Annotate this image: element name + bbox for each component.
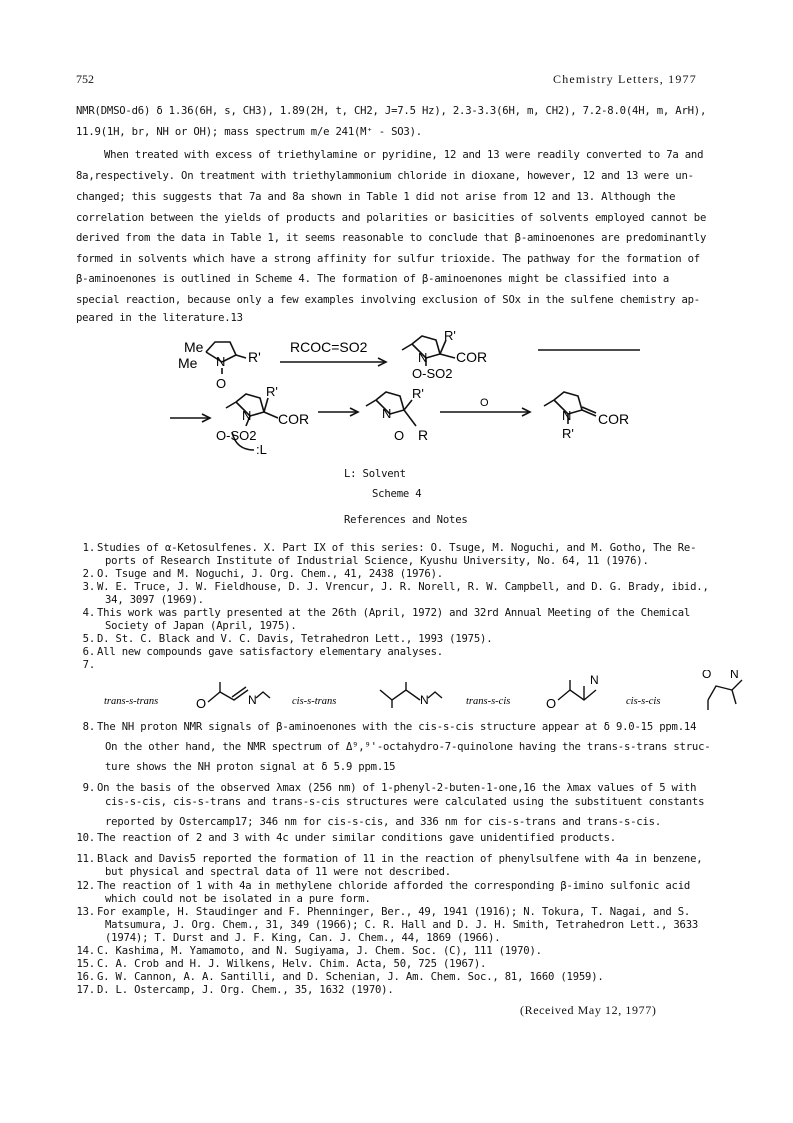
- conf-n-3: N: [590, 673, 599, 687]
- ref-9-line-3: reported by Ostercamp17; 346 nm for cis-s-cis, and 336 nm for cis-s-trans and trans-s-cis.: [105, 816, 662, 828]
- ref-num-16: 16.: [76, 971, 95, 983]
- ref-num-5: 5.: [82, 633, 95, 645]
- paragraph-line-4: correlation between the yields of products and polarities or basicities of solvents employed cannot be: [76, 212, 707, 224]
- ref-12-line-2: which could not be isolated in a pure form.: [105, 893, 371, 905]
- ref-9-line-1: On the basis of the observed λmax (256 nm) of 1-phenyl-2-buten-1-one,16 the λmax values of 5 with: [97, 782, 697, 794]
- scheme-solvent-label: L: Solvent: [344, 468, 406, 480]
- received-date: (Received May 12, 1977): [520, 1003, 657, 1017]
- scheme-rprime-5: R': [562, 426, 574, 441]
- ref-num-2: 2.: [82, 568, 95, 580]
- scheme-me-2: Me: [178, 355, 198, 371]
- ref-1-line-2: ports of Research Institute of Industrial Science, Kyushu University, No. 64, 11 (1976).: [105, 555, 649, 567]
- conf-o-1: O: [196, 696, 207, 711]
- conf-o-4: O: [702, 670, 712, 681]
- ref-10-line-1: The reaction of 2 and 3 with 4c under similar conditions gave unidentified products.: [97, 832, 616, 844]
- scheme-cor-1: COR: [456, 349, 488, 365]
- ref-15-line-1: C. A. Crob and H. J. Wilkens, Helv. Chim. Acta, 50, 725 (1967).: [97, 958, 487, 970]
- ref-1-line-1: Studies of α-Ketosulfenes. X. Part IX of this series: O. Tsuge, M. Noguchi, and M. Gotho, The Re-: [97, 542, 697, 554]
- ref-3-line-2: 34, 3097 (1969).: [105, 594, 204, 606]
- scheme-n-5: N: [562, 408, 572, 423]
- ref-11-line-1: Black and Davis5 reported the formation of 11 in the reaction of phenylsulfene with 4a in benzene,: [97, 853, 703, 865]
- paragraph-line-3: changed; this suggests that 7a and 8a shown in Table 1 did not arise from 12 and 13. Although the: [76, 191, 676, 203]
- references-heading: References and Notes: [344, 514, 468, 526]
- nmr-line-1: NMR(DMSO-d6) δ 1.36(6H, s, CH3), 1.89(2H, t, CH2, J=7.5 Hz), 2.3-3.3(6H, m, CH2), 7.2-8.0(4H, m, ArH),: [76, 105, 707, 117]
- ref-13-line-2: Matsumura, J. Org. Chem., 31, 349 (1966); C. R. Hall and D. J. H. Smith, Tetrahedron Lett., 3633: [105, 919, 699, 931]
- scheme-rprime-1: R': [248, 349, 261, 365]
- scheme-o-1: O: [216, 376, 227, 391]
- scheme-reagent: RCOC=SO2: [290, 339, 368, 355]
- ref-12-line-1: The reaction of 1 with 4a in methylene chloride afforded the corresponding β-imino sulfonic acid: [97, 880, 691, 892]
- scheme-rprime-3: R': [266, 384, 278, 399]
- ref-num-17: 17.: [76, 984, 95, 996]
- scheme-cor-2: COR: [278, 411, 310, 427]
- ref-4-line-1: This work was partly presented at the 26th (April, 1972) and 32rd Annual Meeting of the Chemical: [97, 607, 691, 619]
- conf-cis-s-trans: cis-s-trans: [292, 696, 337, 707]
- ref-4-line-2: Society of Japan (April, 1975).: [105, 620, 297, 632]
- scheme-l: :L: [256, 442, 267, 457]
- paragraph-line-2: 8a,respectively. On treatment with triethylammonium chloride in dioxane, however, 12 and 13 were un-: [76, 170, 694, 182]
- conf-o-3: O: [546, 696, 557, 711]
- scheme-n-4: N: [382, 406, 392, 421]
- ref-13-line-1: For example, H. Staudinger and F. Phenninger, Ber., 49, 1941 (1916); N. Tokura, T. Nagai, and S.: [97, 906, 691, 918]
- scheme-o-so2: O-SO2: [216, 428, 257, 443]
- conf-n-4: N: [730, 670, 739, 681]
- paragraph-line-6: formed in solvents which have a strong affinity for sulfur trioxide. The pathway for the formation of: [76, 253, 700, 265]
- ref-14-line-1: C. Kashima, M. Yamamoto, and N. Sugiyama, J. Chem. Soc. (C), 111 (1970).: [97, 945, 542, 957]
- ref-11-line-2: but physical and spectral data of 11 were not described.: [105, 866, 451, 878]
- nmr-line-2: 11.9(1H, br, NH or OH); mass spectrum m/e 241(M⁺ - SO3).: [76, 126, 422, 138]
- ref-8-line-1: The NH proton NMR signals of β-aminoenones with the cis-s-cis structure appear at δ 9.0-15 ppm.14: [97, 721, 697, 733]
- ref-num-7: 7.: [82, 659, 95, 671]
- ref-num-11: 11.: [76, 853, 95, 865]
- ref-num-8: 8.: [82, 721, 95, 733]
- ref-num-4: 4.: [82, 607, 95, 619]
- scheme-oso2-1: O-SO2: [412, 366, 453, 381]
- ref-3-line-1: W. E. Truce, J. W. Fieldhouse, D. J. Vrencur, J. R. Norell, R. W. Campbell, and D. G. Brady, ibid.,: [97, 581, 709, 593]
- conf-n-2: N: [420, 693, 429, 707]
- scheme-n-3: N: [242, 408, 252, 423]
- scheme-n-2: N: [418, 350, 428, 365]
- conf-cis-s-cis: cis-s-cis: [626, 696, 661, 707]
- ref-13-line-3: (1974); T. Durst and J. F. King, Can. J. Chem., 44, 1869 (1966).: [105, 932, 501, 944]
- ref-6-line-1: All new compounds gave satisfactory elementary analyses.: [97, 646, 443, 658]
- ref-17-line-1: D. L. Ostercamp, J. Org. Chem., 35, 1632 (1970).: [97, 984, 394, 996]
- paragraph-line-1: When treated with excess of triethylamine or pyridine, 12 and 13 were readily converted to 7a and: [104, 149, 704, 161]
- scheme-cor-3: COR: [598, 411, 630, 427]
- ref-5-line-1: D. St. C. Black and V. C. Davis, Tetrahedron Lett., 1993 (1975).: [97, 633, 493, 645]
- ref-9-line-2: cis-s-cis, cis-s-trans and trans-s-cis structures were calculated using the substituent constants: [105, 796, 705, 808]
- ref-8-line-2: On the other hand, the NMR spectrum of Δ⁹,⁹'-octahydro-7-quinolone having the trans-s-trans struc-: [105, 741, 711, 753]
- paragraph-line-7: β-aminoenones is outlined in Scheme 4. The formation of β-aminoenones might be classified into a: [76, 273, 670, 285]
- scheme-rprime-4: R': [412, 386, 424, 401]
- conf-trans-s-trans: trans-s-trans: [104, 696, 159, 707]
- ref-num-14: 14.: [76, 945, 95, 957]
- ref-num-15: 15.: [76, 958, 95, 970]
- ref-8-line-3: ture shows the NH proton signal at δ 5.9 ppm.15: [105, 761, 396, 773]
- scheme-me-1: Me: [184, 339, 204, 355]
- scheme-o-arrow: O: [480, 397, 489, 409]
- paragraph-line-5: derived from the data in Table 1, it seems reasonable to conclude that β-aminoenones are predominantly: [76, 232, 707, 244]
- scheme-o-4: O: [394, 428, 405, 443]
- scheme-n-1: N: [216, 354, 226, 369]
- conf-trans-s-cis: trans-s-cis: [466, 696, 511, 707]
- journal-title: Chemistry Letters, 1977: [553, 72, 697, 86]
- scheme-rprime-2: R': [444, 328, 456, 343]
- ref-num-6: 6.: [82, 646, 95, 658]
- ref-num-9: 9.: [82, 782, 95, 794]
- conf-n-1: N: [248, 693, 257, 707]
- scheme-caption: Scheme 4: [372, 488, 422, 500]
- ref-num-12: 12.: [76, 880, 95, 892]
- ref-num-13: 13.: [76, 906, 95, 918]
- paragraph-line-9: peared in the literature.13: [76, 312, 243, 324]
- ref-num-3: 3.: [82, 581, 95, 593]
- scheme-r-4: R: [418, 427, 429, 443]
- ref-16-line-1: G. W. Cannon, A. A. Santilli, and D. Schenian, J. Am. Chem. Soc., 81, 1660 (1959).: [97, 971, 604, 983]
- ref-num-10: 10.: [76, 832, 95, 844]
- ref-num-1: 1.: [82, 542, 95, 554]
- paragraph-line-8: special reaction, because only a few examples involving exclusion of SOx in the sulfene chemistry ap-: [76, 294, 700, 306]
- ref-2-line-1: O. Tsuge and M. Noguchi, J. Org. Chem., 41, 2438 (1976).: [97, 568, 443, 580]
- page-number: 752: [76, 72, 94, 86]
